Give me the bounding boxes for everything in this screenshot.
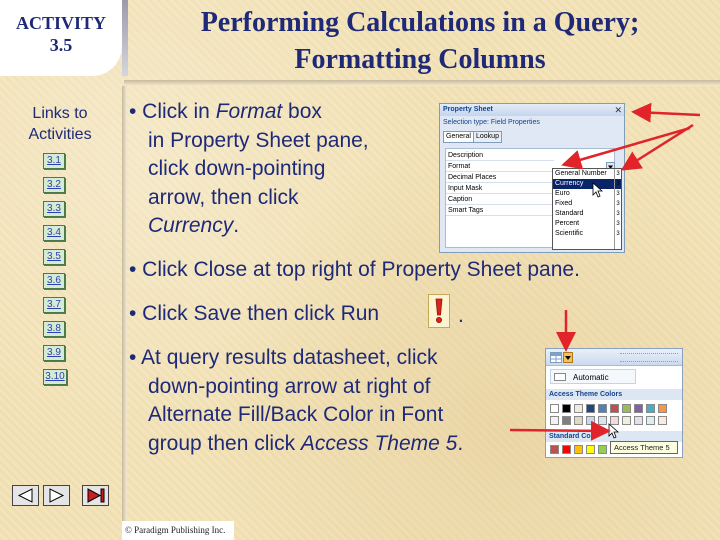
color-swatch[interactable] (658, 416, 667, 425)
color-swatch[interactable] (586, 445, 595, 454)
bullet4-theme-term: Access Theme 5 (300, 431, 458, 455)
activity-link-3-10[interactable]: 3.10 (43, 369, 67, 385)
run-button[interactable] (428, 294, 450, 328)
toolbar-alignment-icons (620, 353, 678, 362)
property-row[interactable]: Description (446, 151, 554, 161)
run-period: . (458, 304, 464, 327)
mouse-pointer-icon (608, 423, 620, 439)
activity-link-3-9[interactable]: 3.9 (43, 345, 65, 361)
activity-link-3-3[interactable]: 3.3 (43, 201, 65, 217)
color-swatch[interactable] (598, 416, 607, 425)
bullet1-line2: in Property Sheet pane, (148, 128, 369, 152)
option-value: 3 (616, 231, 620, 237)
links-heading-line1: Links to (32, 105, 88, 122)
activity-number: 3.5 (49, 35, 73, 55)
bullet1-period: . (233, 214, 240, 237)
color-swatch[interactable] (646, 404, 655, 413)
format-option[interactable]: Standard (555, 210, 584, 217)
instruction-close-pane: • Click Close at top right of Property Sheet pane. (129, 258, 580, 281)
color-swatch[interactable] (586, 404, 595, 413)
color-swatch[interactable] (634, 416, 643, 425)
links-heading-line2: Activities (28, 126, 92, 143)
datasheet-grid-icon (550, 352, 562, 363)
property-row[interactable]: Smart Tags (446, 206, 554, 216)
color-swatch[interactable] (562, 404, 571, 413)
option-value: 3 (616, 211, 620, 217)
bullet1-text: • Click in (129, 100, 216, 123)
option-value: 3 (616, 191, 620, 197)
property-row[interactable]: Input Mask (446, 184, 554, 194)
end-show-button[interactable] (82, 485, 109, 506)
sidebar-divider (122, 86, 127, 540)
bullet1-text2: box (282, 100, 322, 123)
bullet1-line3: click down-pointing (148, 157, 326, 180)
copyright-notice: © Paradigm Publishing Inc. (122, 521, 234, 540)
next-slide-button[interactable] (43, 485, 70, 506)
format-option[interactable]: General Number (555, 170, 607, 177)
color-swatch[interactable] (562, 416, 571, 425)
color-swatch[interactable] (646, 416, 655, 425)
color-swatch[interactable] (574, 404, 583, 413)
option-value: 3 (616, 201, 620, 207)
format-option[interactable]: Percent (555, 220, 580, 227)
instruction-format-currency (129, 98, 369, 241)
color-swatch[interactable] (598, 404, 607, 413)
color-swatch[interactable] (622, 416, 631, 425)
bullet4-line2: down-pointing arrow at right of (148, 374, 431, 398)
color-swatch[interactable] (634, 404, 643, 413)
property-row[interactable]: Decimal Places (446, 173, 554, 183)
automatic-swatch (554, 373, 566, 381)
mouse-pointer-icon (592, 182, 604, 198)
tab-lookup[interactable]: Lookup (473, 131, 502, 143)
activity-link-3-8[interactable]: 3.8 (43, 321, 65, 337)
links-heading (10, 103, 110, 145)
property-sheet-title: Property Sheet (440, 104, 624, 116)
format-option[interactable]: Scientific (555, 230, 584, 237)
activity-link-3-5[interactable]: 3.5 (43, 249, 65, 265)
color-swatch[interactable] (658, 404, 667, 413)
option-value: 3 (616, 221, 620, 227)
automatic-color-option[interactable]: Automatic (550, 369, 636, 384)
slide-title-line1: Performing Calculations in a Query; (200, 7, 640, 38)
alternate-fill-dropdown-button[interactable] (563, 352, 573, 363)
format-option[interactable]: Euro (555, 190, 570, 197)
color-swatch[interactable] (562, 445, 571, 454)
bullet4-line4: group then click (148, 431, 301, 455)
slide-title (150, 4, 690, 78)
bullet1-format-term: Format (215, 100, 283, 123)
color-swatch[interactable] (550, 404, 559, 413)
property-sheet-screenshot (439, 103, 625, 253)
slide-title-line2: Formatting Columns (294, 44, 546, 75)
color-swatch[interactable] (574, 445, 583, 454)
arrow-to-dropdown (625, 125, 693, 168)
theme-colors-heading: Access Theme Colors (546, 389, 682, 400)
bullet1-currency-term: Currency (148, 214, 234, 237)
option-value: 3 (616, 171, 620, 177)
color-swatch[interactable] (550, 445, 559, 454)
color-swatch[interactable] (610, 404, 619, 413)
activity-link-3-6[interactable]: 3.6 (43, 273, 65, 289)
end-arrow-icon (83, 486, 108, 505)
property-row[interactable]: Caption (446, 195, 554, 205)
format-option[interactable]: Fixed (555, 200, 573, 207)
property-row[interactable]: Format (446, 162, 554, 172)
bullet4-line1: • At query results datasheet, click (129, 346, 438, 369)
instruction-alternate-fill (129, 344, 463, 458)
activity-link-3-1[interactable]: 3.1 (43, 153, 65, 169)
color-swatch[interactable] (598, 445, 607, 454)
arrow-to-close (636, 112, 700, 115)
tab-general[interactable]: General (443, 131, 474, 143)
chevron-down-icon (564, 353, 572, 362)
bullet4-period: . (457, 431, 464, 455)
option-value: 3 (616, 181, 620, 187)
bullet1-line4: arrow, then click (148, 185, 299, 209)
standard-colors-heading: Standard Co (546, 431, 682, 442)
next-arrow-icon (44, 486, 69, 505)
bullet4-line3: Alternate Fill/Back Color in Font (148, 403, 444, 426)
color-palette-screenshot (545, 348, 683, 458)
activity-link-3-2[interactable]: 3.2 (43, 177, 65, 193)
title-divider (124, 80, 720, 86)
format-option-selected[interactable]: Currency (553, 179, 621, 189)
activity-badge (0, 0, 122, 76)
run-exclamation-icon (429, 295, 449, 327)
previous-arrow-icon (13, 486, 38, 505)
selection-type-label: Selection type: Field Properties (443, 119, 540, 126)
color-swatch[interactable] (622, 404, 631, 413)
previous-slide-button[interactable] (12, 485, 39, 506)
activity-label: ACTIVITY (15, 13, 107, 33)
option-values-column (614, 169, 621, 249)
color-swatch[interactable] (574, 416, 583, 425)
font-group-toolbar (546, 349, 682, 366)
instruction-save-run: • Click Save then click Run (129, 302, 380, 325)
activity-link-3-7[interactable]: 3.7 (43, 297, 65, 313)
activity-link-3-4[interactable]: 3.4 (43, 225, 65, 241)
color-swatch[interactable] (586, 416, 595, 425)
access-theme-5-tooltip: Access Theme 5 (610, 441, 678, 454)
badge-shadow (122, 0, 128, 76)
format-dropdown-list (552, 168, 622, 250)
color-swatch[interactable] (550, 416, 559, 425)
close-icon[interactable]: ✕ (614, 105, 622, 115)
